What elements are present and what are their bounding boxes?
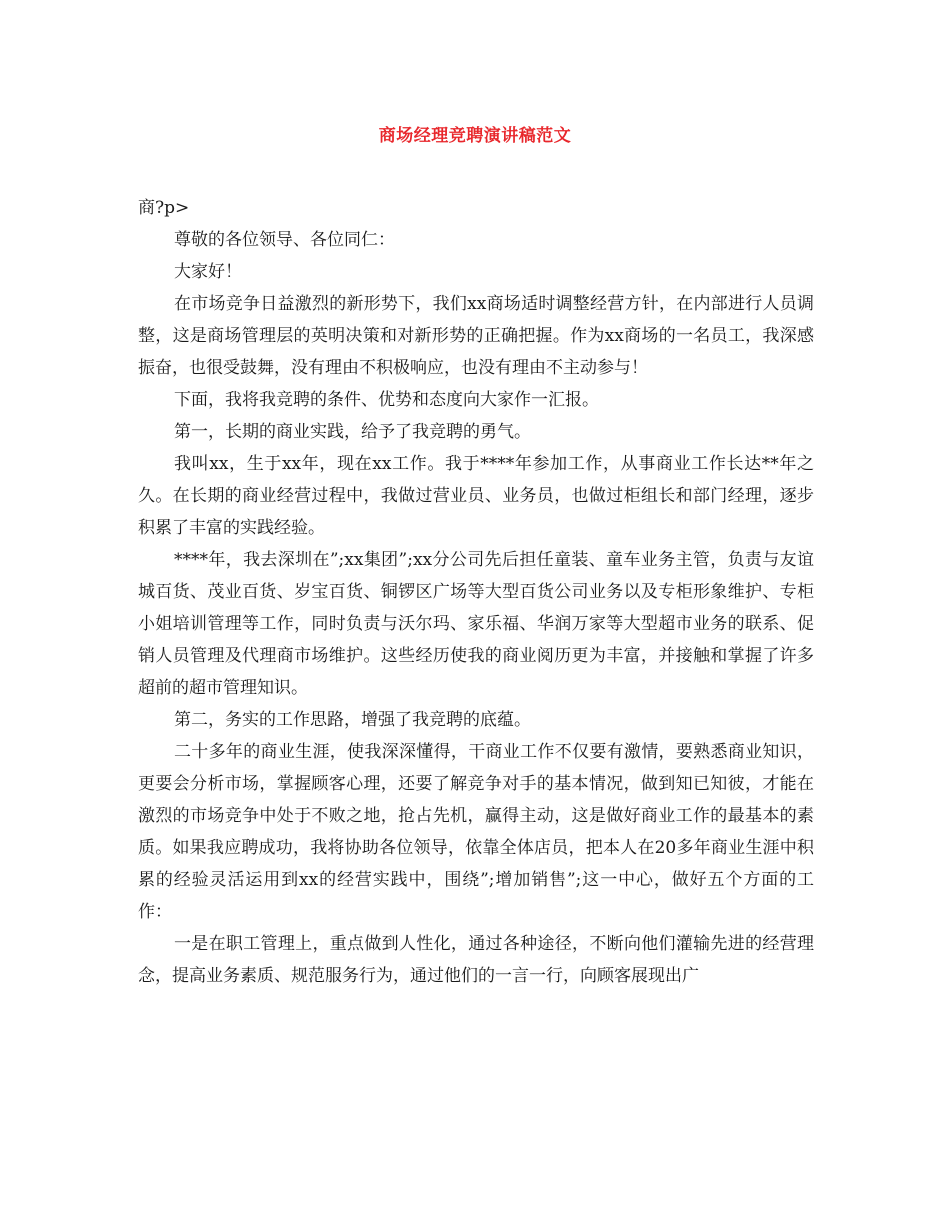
paragraph-salutation: 尊敬的各位领导、各位同仁： — [174, 230, 395, 250]
stray-line: 商?p> — [138, 198, 190, 218]
paragraph: ****年，我去深圳在”;xx集团”;xx分公司先后担任童装、童车业务主管，负责与友谊城百货、茂业百货、岁宝百货、铜锣区广场等大型百货公司业务以及专柜形象维护、专柜小姐培训管理等工作，同时负责与沃尔玛、家乐福、华润万家等大型超市业务的联系、促销人员管理及代理商市场维护。这些经历使我的商业阅历更为丰富，并接触和掌握了许多超前的超市管理知识。 — [138, 550, 814, 698]
section-heading-second: 第二，务实的工作思路，增强了我竞聘的底蕴。 — [174, 710, 531, 730]
document-title: 商场经理竞聘演讲稿范文 — [378, 126, 572, 146]
paragraph: 我叫xx，生于xx年，现在xx工作。我于****年参加工作，从事商业工作长达**年之久。在长期的商业经营过程中，我做过营业员、业务员，也做过柜组长和部门经理，逐步积累了丰富的实践经验。 — [138, 454, 814, 538]
paragraph: 在市场竞争日益激烈的新形势下，我们xx商场适时调整经营方针，在内部进行人员调整，这是商场管理层的英明决策和对新形势的正确把握。作为xx商场的一名员工，我深感振奋，也很受鼓舞，没有理由不积极响应，也没有理由不主动参与！ — [138, 294, 814, 378]
paragraph: 二十多年的商业生涯，使我深深懂得，干商业工作不仅要有激情，要熟悉商业知识，更要会分析市场，掌握顾客心理，还要了解竞争对手的基本情况，做到知已知彼，才能在激烈的市场竞争中处于不败之地，抢占先机，赢得主动，这是做好商业工作的最基本的素质。如果我应聘成功，我将协助各位领导，依靠全体店员，把本人在20多年商业生涯中积累的经验灵活运用到xx的经营实践中，围绕”;增加销售”;这一中心，做好五个方面的工作： — [138, 742, 814, 922]
section-heading-first: 第一，长期的商业实践，给予了我竞聘的勇气。 — [174, 422, 531, 442]
paragraph-greeting: 大家好！ — [174, 262, 242, 282]
paragraph: 下面，我将我竞聘的条件、优势和态度向大家作一汇报。 — [174, 390, 599, 410]
document-body — [138, 192, 814, 992]
paragraph: 一是在职工管理上，重点做到人性化，通过各种途径，不断向他们灌输先进的经营理念，提高业务素质、规范服务行为，通过他们的一言一行，向顾客展现出广 — [138, 934, 814, 986]
